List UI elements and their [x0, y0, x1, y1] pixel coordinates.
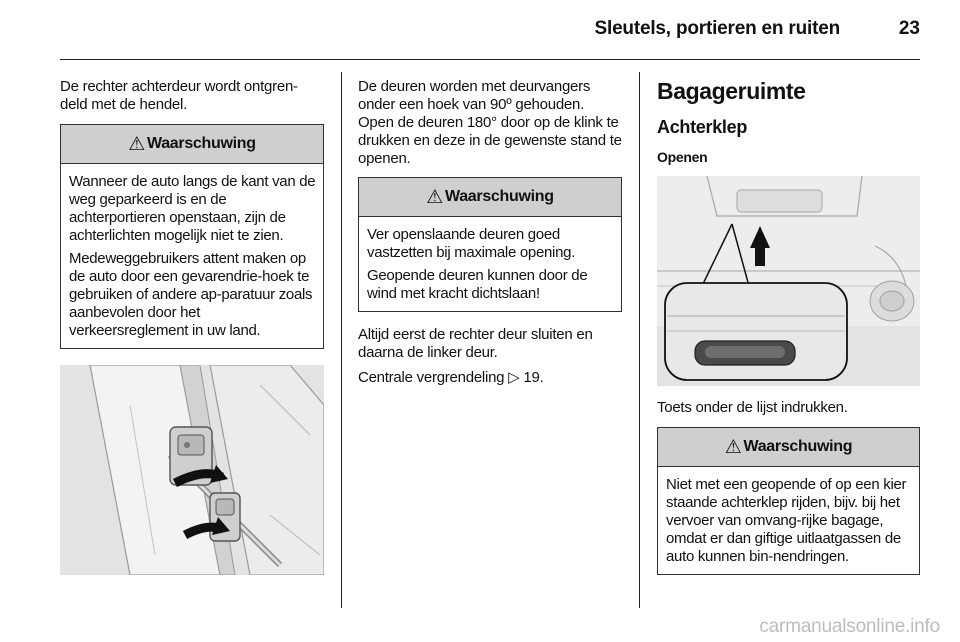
- warning-box: [657, 427, 920, 575]
- tailgate-figure: [657, 176, 920, 386]
- warning-body: [359, 217, 621, 311]
- warning-box: [60, 124, 324, 349]
- warning-triangle-icon: ⚠: [724, 436, 742, 458]
- sub-heading: Achterklep: [657, 117, 748, 137]
- door-hinge-figure: [60, 365, 324, 575]
- cross-reference: [358, 369, 622, 387]
- warning-paragraph: Medeweggebruikers attent maken op de auto door een gevarendrie-hoek te gebruiken of andere ap-paratuur zoals aanbevolen door het verkeersreglement in uw land.: [69, 250, 313, 339]
- closing-order-paragraph: Altijd eerst de rechter deur sluiten en daarna de linker deur.: [358, 326, 593, 361]
- warning-paragraph: Wanneer de auto langs de kant van de weg geparkeerd is en de achterportieren openstaan, zijn de achterlichten mogelijk niet te zien.: [69, 173, 316, 244]
- column-3: [657, 78, 920, 583]
- warning-label: Waarschuwing: [445, 188, 554, 205]
- warning-header: [61, 125, 323, 164]
- intro-paragraph: De rechter achterdeur wordt ontgren-deld met de hendel.: [60, 78, 298, 113]
- warning-body: [658, 467, 919, 574]
- reference-text: Centrale vergrendeling: [358, 369, 505, 386]
- page-title: Sleutels, portieren en ruiten: [594, 18, 840, 39]
- column-2: [358, 78, 622, 394]
- warning-paragraph: Ver openslaande deuren goed vastzetten bij maximale opening.: [367, 226, 576, 261]
- tailgate-button-illustration-icon: [657, 176, 920, 386]
- reference-arrow-icon: ▷: [508, 369, 520, 386]
- column-divider-1: [341, 72, 342, 608]
- section-heading: Bagageruimte: [657, 78, 806, 104]
- figure-caption: Toets onder de lijst indrukken.: [657, 399, 848, 416]
- watermark: carmanualsonline.info: [759, 616, 940, 637]
- reference-page: 19.: [523, 369, 544, 386]
- warning-triangle-icon: ⚠: [426, 186, 443, 208]
- warning-header: [658, 428, 919, 467]
- column-1: [60, 78, 324, 575]
- subsub-heading: Openen: [657, 149, 708, 165]
- warning-paragraph: Geopende deuren kunnen door de wind met kracht dichtslaan!: [367, 267, 588, 302]
- warning-triangle-icon: ⚠: [128, 133, 145, 155]
- warning-box: [358, 177, 622, 312]
- warning-label: Waarschuwing: [147, 135, 256, 152]
- column-divider-2: [639, 72, 640, 608]
- header-rule: [60, 59, 920, 60]
- page-number: 23: [898, 18, 920, 39]
- warning-paragraph: Niet met een geopende of op een kier staande achterklep rijden, bijv. bij het vervoer van omvang-rijke bagage, omdat er dan giftige uitlaatgassen de auto kunnen bin-nendringen.: [666, 476, 907, 565]
- door-hinge-rotate-illustration-icon: [60, 365, 324, 575]
- warning-body: [61, 164, 323, 348]
- hinge-paragraph: De deuren worden met deurvangers onder een hoek van 90º gehouden. Open de deuren 180° door op de klink te drukken en deze in de gewenste stand te openen.: [358, 78, 622, 167]
- warning-label: Waarschuwing: [743, 438, 853, 455]
- warning-header: [359, 178, 621, 217]
